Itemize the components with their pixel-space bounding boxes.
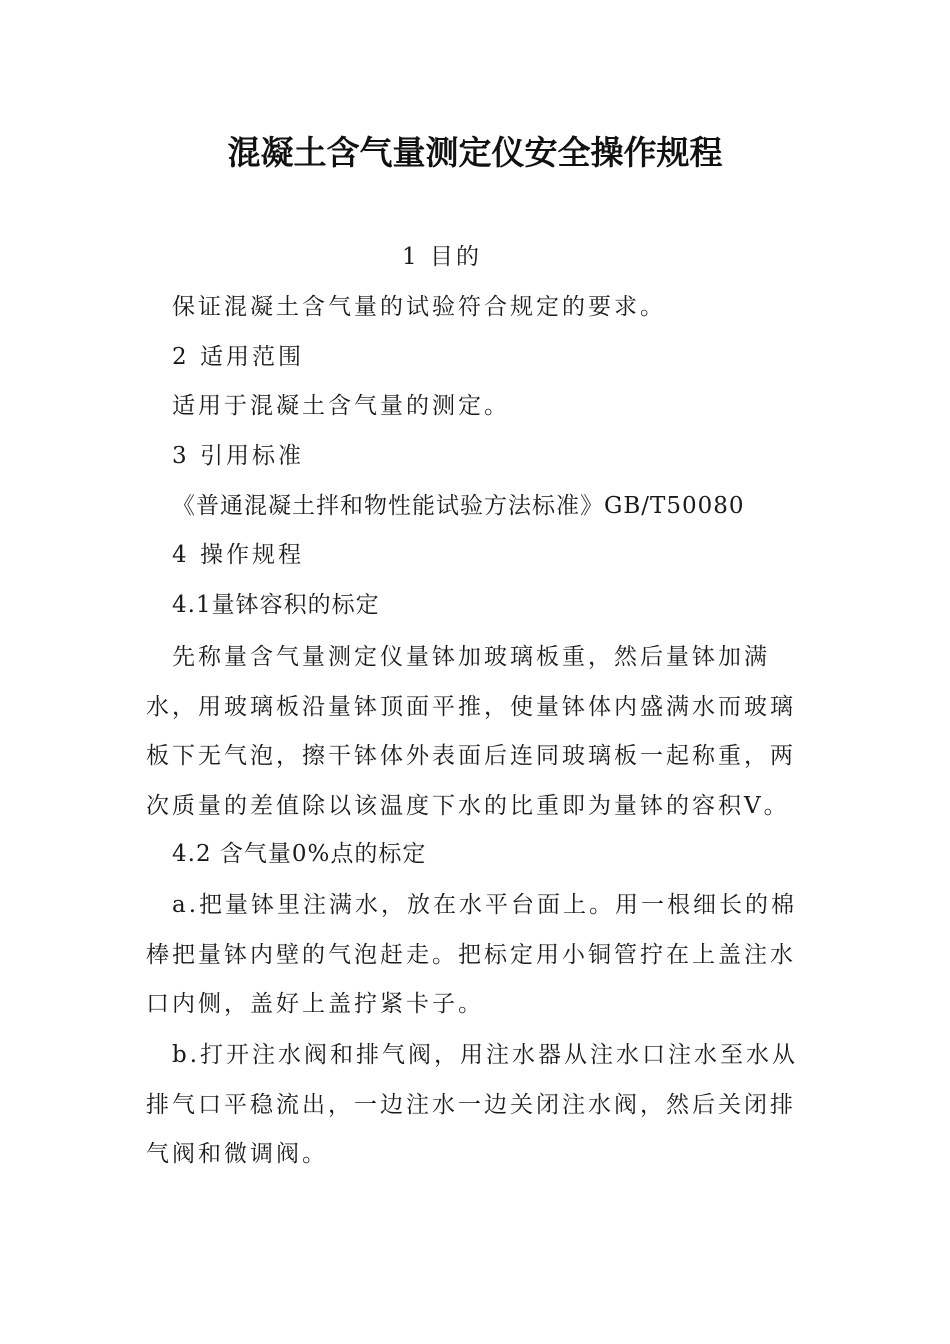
section-3-heading: 3 引用标准 <box>172 443 304 469</box>
document-title: 混凝土含气量测定仪安全操作规程 <box>227 133 723 172</box>
section-1-heading: 1 目的 <box>402 244 482 270</box>
section-1-text: 保证混凝土含气量的试验符合规定的要求。 <box>172 294 666 320</box>
section-4-2-heading: 4.2 含气量0%点的标定 <box>172 841 427 867</box>
section-4-1-paragraph: 先称量含气量测定仪量钵加玻璃板重，然后量钵加满水，用玻璃板沿量钵顶面平推，使量钵体内盛满水而玻璃板下无气泡，擦干钵体外表面后连同玻璃板一起称重，两次质量的差值除以该温度下水的比重即为量钵的容积V。 <box>146 644 796 819</box>
section-2-heading: 2 适用范围 <box>172 344 304 370</box>
section-3-text: 《普通混凝土拌和物性能试验方法标准》GB/T50080 <box>172 493 745 519</box>
section-2-text: 适用于混凝土含气量的测定。 <box>172 393 510 419</box>
section-4-2-step-b: b.打开注水阀和排气阀，用注水器从注水口注水至水从排气口平稳流出，一边注水一边关闭注水阀，然后关闭排气阀和微调阀。 <box>146 1042 799 1167</box>
section-4-1-heading: 4.1量钵容积的标定 <box>172 592 380 618</box>
section-4-2-step-a: a.把量钵里注满水，放在水平台面上。用一根细长的棉棒把量钵内壁的气泡赶走。把标定用小铜管拧在上盖注水口内侧，盖好上盖拧紧卡子。 <box>146 892 798 1017</box>
section-4-heading: 4 操作规程 <box>172 542 304 568</box>
